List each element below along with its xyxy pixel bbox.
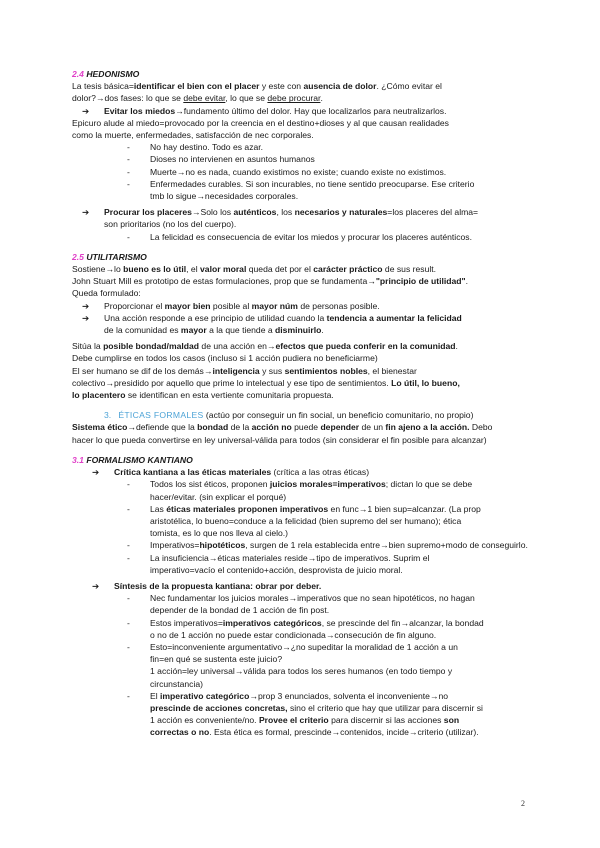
dash-item: - Las éticas materiales proponen imperativos en func→1 bien sup=alcanzar. (La prop (127, 503, 481, 514)
arrow-icon: ➔ (82, 105, 90, 116)
dash-item-cont: aristotélica, lo bueno=conduce a la felicidad (bien supremo del ser humano); ética (150, 515, 462, 526)
paragraph: Sistema ético→defiende que la bondad de la acción no puede depender de un fin ajeno a la acción. Debo (72, 422, 493, 433)
dash-item-cont: tmb lo sigue→necesidades corporales. (150, 191, 299, 202)
section-title: FORMALISMO KANTIANO (86, 454, 193, 465)
dash-item-cont: circunstancia) (150, 678, 204, 689)
dash-item: - No hay destino. Todo es azar. (127, 142, 264, 153)
dash-item: - Estos imperativos=imperativos categóricos, se prescinde del fin→alcanzar, la bondad (127, 617, 484, 628)
dash-item-cont: prescinde de acciones concretas, sino el criterio que hay que utilizar para discernir si (150, 702, 483, 713)
section-title: UTILITARISMO (86, 251, 147, 262)
paragraph: hacer lo que pueda convertirse en ley universal-válida para todos (sin considerar el fin posible para alcanzar) (72, 434, 487, 445)
arrow-icon: ➔ (82, 207, 90, 218)
dash-item: - El imperativo categórico→prop 3 enunciados, solventa el inconveniente→no (127, 690, 449, 701)
heading-eticas-formales: 3. ÉTICAS FORMALES (actúo por conseguir un fin social, un beneficio comunitario, no propio) (104, 410, 474, 421)
arrow-bullet: ➔ Procurar los placeres→Solo los auténticos, los necesarios y naturales=los placeres del alma= (82, 207, 479, 218)
dash-item: - Imperativos=hipotéticos, surgen de 1 rela establecida entre→bien supremo+modo de conseguirlo. (127, 540, 528, 551)
section-number: 2.4 (72, 69, 84, 79)
section-title: ÉTICAS FORMALES (118, 410, 204, 421)
dash-item: - Muerte→no es nada, cuando existimos no existe; cuando existe no existimos. (127, 166, 447, 177)
dash-item: - Esto=inconveniente argumentativo→¿no supeditar la moralidad de 1 acción a un (127, 641, 458, 652)
document-page (72, 68, 542, 739)
heading-utilitarismo (72, 251, 542, 263)
dash-item: - Nec fundamentar los juicios morales→imperativos que no sean hipotéticos, no hagan (127, 593, 475, 604)
paragraph: Debe cumplirse en todos los casos (incluso si 1 acción pudiera no beneficiarme) (72, 353, 378, 364)
section-title: HEDONISMO (86, 69, 140, 79)
paragraph: Sitúa la posible bondad/maldad de una acción en→efectos que pueda conferir en la comunidad. (72, 341, 458, 352)
arrow-bullet: ➔ Evitar los miedos→fundamento último del dolor. Hay que localizarlos para neutralizarlos. (82, 105, 447, 116)
dash-item: - Enfermedades curables. Si son incurables, no tiene sentido preocuparse. Ese criterio (127, 178, 475, 189)
dash-item-cont: tomista, es lo que nos lleva al cielo.) (150, 528, 289, 539)
arrow-icon: ➔ (92, 580, 100, 591)
paragraph: La tesis básica=identificar el bien con el placer y este con ausencia de dolor. ¿Cómo evitar el (72, 81, 442, 92)
arrow-bullet-cont: son prioritarios (no los del cuerpo). (104, 219, 237, 230)
arrow-icon: ➔ (92, 467, 100, 478)
paragraph: Epicuro alude al miedo=provocado por la creencia en el destino+dioses y al que causan realidades (72, 117, 449, 128)
dash-item-cont: depender de la bondad de 1 acción de fin post. (150, 605, 330, 616)
dash-item: - La insuficiencia→éticas materiales reside→tipo de imperativos. Suprim el (127, 552, 430, 563)
arrow-bullet: ➔ Síntesis de la propuesta kantiana: obrar por deber. (92, 580, 322, 591)
dash-item-cont: 1 acción es conveniente/no. Provee el criterio para discernir si las acciones son (150, 715, 460, 726)
dash-item-cont: 1 acción=ley universal→válida para todos los seres humanos (en todo tiempo y (150, 666, 453, 677)
section-number: 3. (104, 410, 112, 421)
dash-item: - La felicidad es consecuencia de evitar los miedos y procurar los placeres auténticos. (127, 231, 472, 242)
paragraph: Sostiene→lo bueno es lo útil, el valor moral queda det por el carácter práctico de sus result. (72, 264, 437, 275)
dash-item: - Todos los sist éticos, proponen juicios morales=imperativos; dictan lo que se debe (127, 479, 473, 490)
arrow-bullet-cont: de la comunidad es mayor a la que tiende a disminuirlo. (104, 325, 324, 336)
arrow-bullet: ➔ Proporcionar el mayor bien posible al mayor núm de personas posible. (82, 300, 380, 311)
heading-hedonismo (72, 68, 542, 80)
dash-item-cont: correctas o no. Esta ética es formal, prescinde→contenidos, incide→criterio (utilizar). (150, 727, 479, 738)
arrow-bullet: ➔ Una acción responde a ese principio de utilidad cuando la tendencia a aumentar la felicidad (82, 312, 462, 323)
section-number: 3.1 (72, 454, 84, 465)
paragraph: Queda formulado: (72, 288, 141, 299)
dash-item-cont: o no de 1 acción no puede estar condicionada→consecución de fin alguno. (150, 629, 437, 640)
section-number: 2.5 (72, 251, 84, 262)
dash-item-cont: fin=en qué se sustenta este juicio? (150, 654, 283, 665)
paragraph: John Stuart Mill es prototipo de estas formulaciones, prop que se fundamenta→"principio de utilidad". (72, 276, 469, 287)
page-number: 2 (521, 799, 525, 808)
dash-item: - Dioses no intervienen en asuntos humanos (127, 154, 315, 165)
paragraph: dolor?→dos fases: lo que se debe evitar, lo que se debe procurar. (72, 93, 323, 104)
paragraph: como la muerte, enfermedades, satisfacción de nec corporales. (72, 130, 314, 141)
arrow-bullet: ➔ Crítica kantiana a las éticas materiales (crítica a las otras éticas) (92, 467, 370, 478)
heading-formalismo-kantiano (72, 454, 542, 466)
arrow-icon: ➔ (82, 300, 90, 311)
paragraph: El ser humano se dif de los demás→inteligencia y sus sentimientos nobles, el bienestar (72, 365, 417, 376)
arrow-icon: ➔ (82, 312, 90, 323)
paragraph: colectivo→presidido por aquello que prime lo intelectual y ese tipo de sentimientos. Lo útil, lo bueno, (72, 377, 460, 388)
dash-item-cont: hacer/evitar. (sin explicar el porqué) (150, 491, 287, 502)
paragraph: lo placentero se identifican en esta vertiente comunitaria propuesta. (72, 390, 334, 401)
dash-item-cont: imperativo=vacío el contenido+acción, desprovista de juicio moral. (150, 564, 403, 575)
